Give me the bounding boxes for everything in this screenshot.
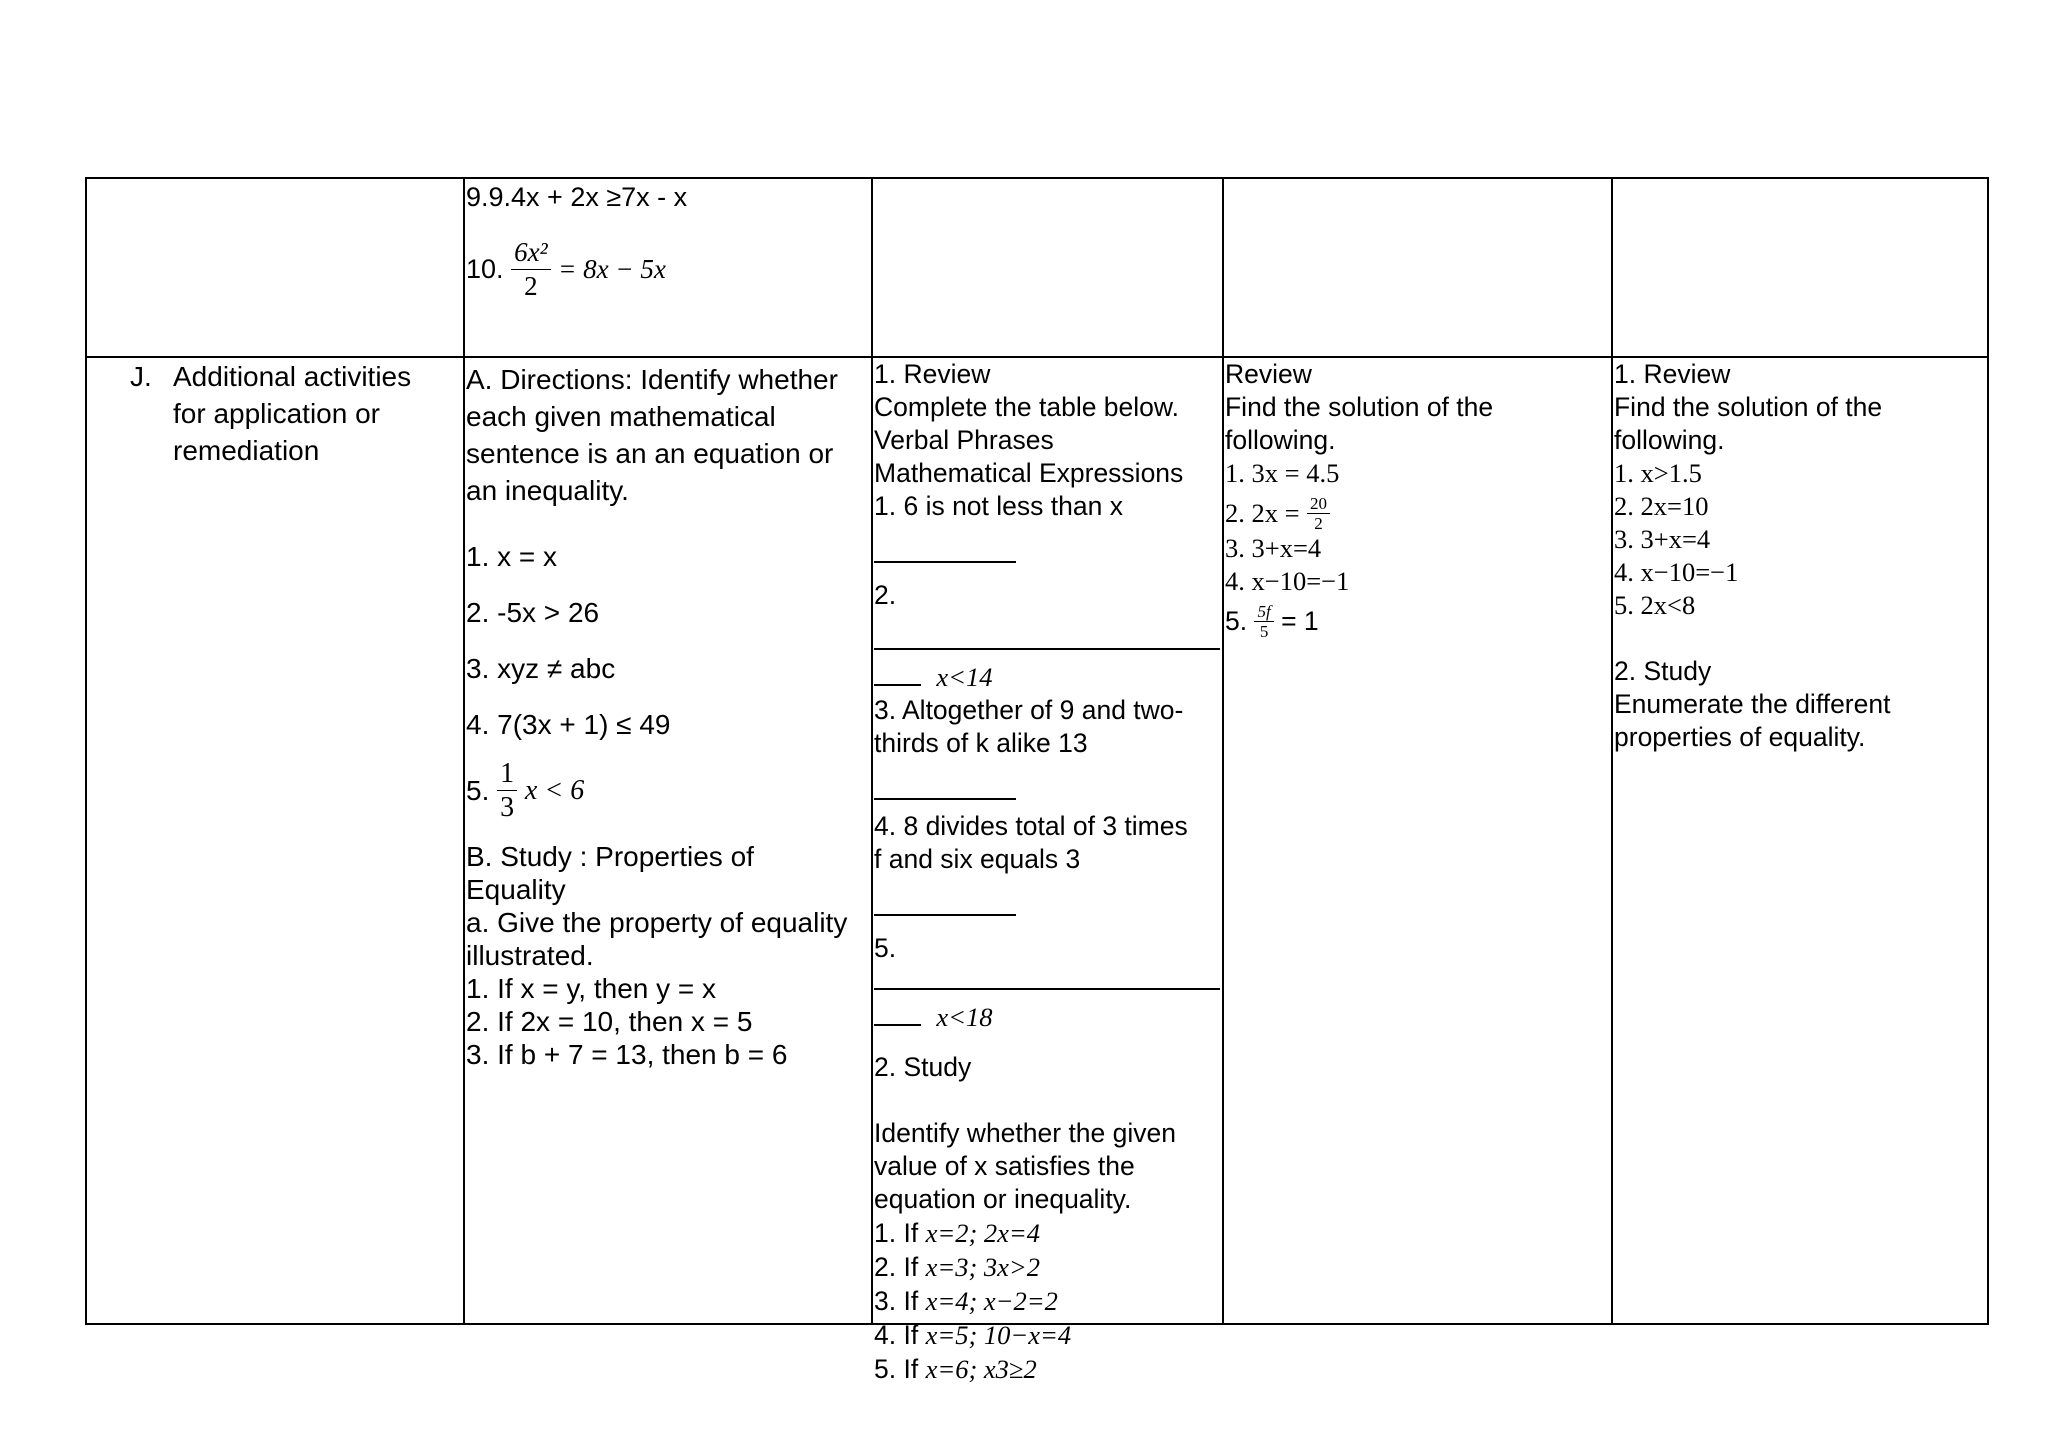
row2-col5-cell — [1614, 358, 1984, 754]
list-item: 4. x−10=−1 — [1614, 557, 1739, 587]
list-item: 2. 2x=10 — [1614, 491, 1709, 521]
answer-blank — [874, 912, 1016, 916]
phrase-3: 3. Altogether of 9 and two- — [874, 695, 1184, 725]
check-expression: x=3; 3x>2 — [925, 1252, 1041, 1282]
directions-line: an inequality. — [466, 475, 629, 506]
row2-col4-cell — [1225, 358, 1609, 640]
study-line: 3. If b + 7 = 13, then b = 6 — [466, 1039, 788, 1070]
study-line: B. Study : Properties of — [466, 841, 754, 872]
study-line: 1. If x = y, then y = x — [466, 973, 717, 1004]
review-text: Complete the table below. — [874, 392, 1179, 422]
list-item: 3. xyz ≠ abc — [466, 653, 616, 684]
list-item — [874, 1216, 1220, 1250]
list-item — [1225, 490, 1609, 532]
list-item — [1225, 598, 1609, 640]
table-border-right — [1987, 177, 1989, 1325]
review-text: Find the solution of the — [1225, 392, 1494, 422]
item-5-rhs: = 1 — [1281, 606, 1319, 636]
item-5-label: 5. — [1225, 606, 1248, 636]
list-item — [874, 1284, 1220, 1318]
fraction-denominator: 2 — [1314, 513, 1323, 533]
study-line: Enumerate the different — [1614, 689, 1891, 719]
equation-items — [466, 529, 870, 753]
answer-2-expression: x<14 — [936, 662, 993, 692]
answer-5-expression: x<18 — [936, 1002, 993, 1032]
review-text: following. — [1225, 425, 1336, 455]
item-2-label: 2. 2x = — [1225, 498, 1300, 528]
study-heading: 2. Study — [874, 1052, 972, 1082]
study-line: Equality — [466, 874, 566, 905]
list-item: 4. x−10=−1 — [1225, 566, 1350, 596]
study-instructions — [874, 1117, 1220, 1216]
fraction-numerator: 20 — [1307, 494, 1330, 514]
answer-5 — [874, 1000, 1220, 1034]
row1-col2-cell — [466, 181, 866, 303]
item-5-fraction — [1254, 602, 1273, 641]
check-expression: x=5; 10−x=4 — [925, 1320, 1072, 1350]
phrase-4: f and six equals 3 — [874, 844, 1081, 874]
table-border-top — [85, 177, 1989, 179]
item-5-fraction — [497, 757, 517, 824]
check-prefix: 2. If — [874, 1252, 926, 1282]
check-prefix: 4. If — [874, 1320, 926, 1350]
item-10-label: 10. — [466, 254, 504, 284]
answer-blank — [874, 986, 1220, 990]
fraction-denominator: 2 — [524, 271, 538, 301]
study-heading: 2. Study — [1614, 656, 1712, 686]
study-line: Identify whether the given — [874, 1118, 1176, 1148]
phrase-1: 1. 6 is not less than x — [874, 491, 1123, 521]
answer-blank — [874, 1000, 921, 1026]
row-label — [173, 358, 411, 469]
list-item: 3. 3+x=4 — [1225, 533, 1322, 563]
review-text: Find the solution of the — [1614, 392, 1883, 422]
fraction-denominator: 3 — [500, 792, 515, 823]
review-heading: 1. Review — [874, 359, 991, 389]
study-section — [466, 840, 870, 1071]
item-5-label: 5. — [466, 775, 490, 806]
list-item — [874, 1352, 1220, 1386]
row2-col2-cell — [466, 361, 870, 1071]
column-header-verbal: Verbal Phrases — [874, 425, 1054, 455]
review-text: following. — [1614, 425, 1725, 455]
check-expression: x=4; x−2=2 — [925, 1286, 1058, 1316]
list-item: 1. 3x = 4.5 — [1225, 458, 1340, 488]
fraction-numerator: 1 — [497, 757, 517, 791]
list-item: 1. x = x — [466, 541, 558, 572]
review-heading: 1. Review — [1614, 359, 1731, 389]
fraction-numerator: 5f — [1254, 602, 1273, 622]
answer-blank — [874, 559, 1016, 563]
phrase-3: thirds of k alike 13 — [874, 728, 1088, 758]
item-5-rhs: x < 6 — [524, 775, 585, 806]
check-prefix: 1. If — [874, 1218, 926, 1248]
check-prefix: 3. If — [874, 1286, 926, 1316]
fraction-numerator: 6x² — [511, 236, 551, 270]
check-prefix: 5. If — [874, 1354, 926, 1384]
item-10 — [466, 236, 866, 303]
list-item: 4. 7(3x + 1) ≤ 49 — [466, 709, 671, 740]
list-item — [874, 1250, 1220, 1284]
check-list — [874, 1216, 1220, 1386]
list-item — [874, 1318, 1220, 1352]
lesson-table — [85, 177, 1989, 1384]
table-border-left — [85, 177, 87, 1325]
row-label-line: remediation — [173, 435, 320, 466]
answer-blank — [874, 796, 1016, 800]
study-line: 2. If 2x = 10, then x = 5 — [466, 1006, 753, 1037]
answer-blank — [874, 660, 921, 686]
study-line: illustrated. — [466, 940, 594, 971]
directions — [466, 361, 870, 509]
column-divider-4 — [1611, 177, 1613, 1325]
column-divider-1 — [463, 177, 465, 1325]
list-item: 3. 3+x=4 — [1614, 524, 1711, 554]
study-line: equation or inequality. — [874, 1184, 1132, 1214]
phrase-5: 5. — [874, 933, 897, 963]
study-line: value of x satisfies the — [874, 1151, 1135, 1181]
directions-line: A. Directions: Identify whether — [466, 364, 838, 395]
phrase-2: 2. — [874, 580, 897, 610]
answer-2 — [874, 660, 1220, 694]
answer-blank — [874, 646, 1220, 650]
row-label-line: Additional activities — [173, 361, 412, 392]
check-expression: x=6; x3≥2 — [925, 1354, 1037, 1384]
item-2-fraction — [1307, 494, 1330, 533]
column-divider-3 — [1222, 177, 1224, 1325]
item-10-fraction — [511, 236, 551, 303]
item-9: 9.9.4x + 2x ≥7x - x — [466, 182, 688, 212]
directions-line: each given mathematical — [466, 401, 776, 432]
phrase-4: 4. 8 divides total of 3 times — [874, 811, 1188, 841]
column-header-math: Mathematical Expressions — [874, 458, 1184, 488]
list-item: 1. x>1.5 — [1614, 458, 1702, 488]
equation-item-5 — [466, 757, 870, 824]
row-letter: J. — [130, 361, 152, 392]
row2-col3-cell — [874, 358, 1220, 1386]
study-line: a. Give the property of equality — [466, 907, 848, 938]
column-divider-2 — [871, 177, 873, 1325]
check-expression: x=2; 2x=4 — [925, 1218, 1041, 1248]
row-label-line: for application or — [173, 398, 381, 429]
list-item: 2. -5x > 26 — [466, 597, 600, 628]
list-item: 5. 2x<8 — [1614, 590, 1696, 620]
fraction-denominator: 5 — [1259, 621, 1269, 641]
directions-line: sentence is an an equation or — [466, 438, 834, 469]
item-10-rhs: = 8x − 5x — [558, 254, 666, 284]
review-heading: Review — [1225, 359, 1312, 389]
study-line: properties of equality. — [1614, 722, 1866, 752]
